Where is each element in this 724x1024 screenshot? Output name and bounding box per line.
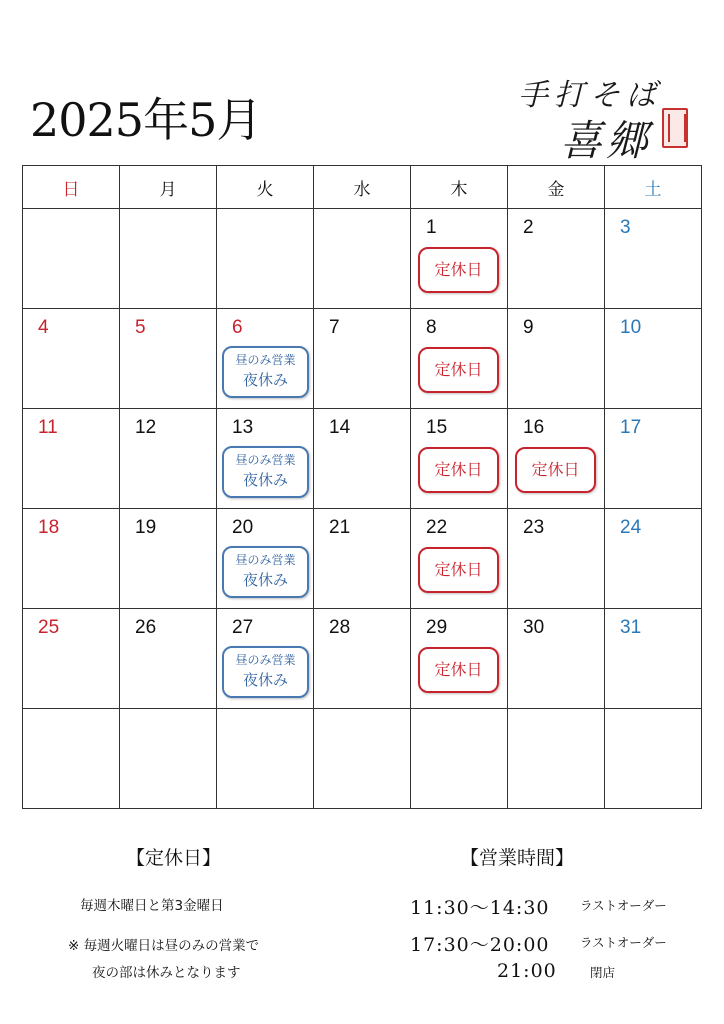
calendar-empty-cell (23, 209, 120, 309)
day-number: 9 (523, 317, 534, 338)
closing-label: 閉店 (590, 965, 616, 980)
calendar-day-cell (508, 509, 605, 609)
calendar-week-row (23, 609, 702, 709)
weekday-sat: 土 (605, 166, 702, 209)
day-number: 7 (329, 317, 340, 338)
calendar-day-cell (605, 309, 702, 409)
calendar-empty-cell (120, 709, 217, 809)
calendar-day-cell (217, 509, 314, 609)
closed-day-badge: 定休日 (515, 447, 596, 493)
night-closed-label: 夜休み (242, 571, 288, 589)
day-number: 1 (426, 217, 437, 238)
calendar-day-cell (605, 409, 702, 509)
day-number: 24 (620, 517, 642, 538)
lunch-only-label: 昼のみ営業 (235, 553, 296, 567)
closed-day-badge: 定休日 (418, 447, 499, 493)
closed-day-badge: 定休日 (418, 347, 499, 393)
calendar-week-row (23, 709, 702, 809)
calendar-day-cell (508, 409, 605, 509)
calendar-grid (22, 165, 702, 809)
tuesday-note-line1: ※ 毎週火曜日は昼のみの営業で (68, 938, 260, 954)
weekday-thu: 木 (411, 166, 508, 209)
calendar-empty-cell (411, 709, 508, 809)
calendar-day-cell (217, 609, 314, 709)
dinner-hours: 17:30〜20:00 (410, 934, 550, 956)
calendar-day-cell (217, 409, 314, 509)
day-number: 19 (135, 517, 157, 538)
calendar-day-cell (411, 209, 508, 309)
calendar-day-cell (23, 509, 120, 609)
calendar-day-cell (23, 609, 120, 709)
calendar-empty-cell (217, 709, 314, 809)
business-hours-heading: 【営業時間】 (460, 847, 575, 869)
calendar-day-cell (605, 609, 702, 709)
day-number: 15 (426, 417, 448, 438)
day-number: 28 (329, 617, 351, 638)
lunch-hours: 11:30〜14:30 (410, 897, 550, 919)
calendar-empty-cell (508, 709, 605, 809)
calendar-week-row (23, 209, 702, 309)
weekday-wed: 水 (314, 166, 411, 209)
day-number: 27 (232, 617, 254, 638)
calendar-day-cell (508, 609, 605, 709)
day-number: 21 (329, 517, 351, 538)
lunch-only-label: 昼のみ営業 (235, 653, 296, 667)
lunch-only-badge (222, 646, 309, 698)
lunch-only-label: 昼のみ営業 (235, 453, 296, 467)
calendar-day-cell (411, 309, 508, 409)
weekday-fri: 金 (508, 166, 605, 209)
day-number: 31 (620, 617, 642, 638)
day-number: 25 (38, 617, 60, 638)
calendar-day-cell (508, 209, 605, 309)
day-number: 8 (426, 317, 437, 338)
calendar-day-cell (217, 309, 314, 409)
day-number: 18 (38, 517, 60, 538)
logo-text-line1: 手打そば (518, 78, 662, 113)
lunch-last-order-label: ラストオーダー (580, 898, 667, 913)
lunch-only-label: 昼のみ営業 (235, 353, 296, 367)
day-number: 5 (135, 317, 146, 338)
calendar-day-cell (605, 509, 702, 609)
calendar-empty-cell (314, 709, 411, 809)
shop-logo (518, 70, 698, 165)
dinner-last-order-label: ラストオーダー (580, 935, 667, 950)
calendar-empty-cell (314, 209, 411, 309)
day-number: 2 (523, 217, 534, 238)
calendar-empty-cell (23, 709, 120, 809)
weekday-sun: 日 (23, 166, 120, 209)
day-number: 20 (232, 517, 254, 538)
weekday-header-row (23, 166, 702, 209)
logo-text-line2: 喜郷 (560, 116, 653, 165)
weekday-mon: 月 (120, 166, 217, 209)
day-number: 6 (232, 317, 243, 338)
closed-day-badge: 定休日 (418, 647, 499, 693)
day-number: 4 (38, 317, 49, 338)
day-number: 23 (523, 517, 545, 538)
calendar-day-cell (23, 309, 120, 409)
seal-stamp-icon (662, 108, 688, 148)
calendar-day-cell (120, 509, 217, 609)
calendar-week-row (23, 309, 702, 409)
day-number: 13 (232, 417, 254, 438)
day-number: 29 (426, 617, 448, 638)
closed-day-badge: 定休日 (418, 247, 499, 293)
closed-day-badge: 定休日 (418, 547, 499, 593)
day-number: 3 (620, 217, 631, 238)
calendar-day-cell (120, 409, 217, 509)
calendar-day-cell (314, 309, 411, 409)
calendar-day-cell (411, 409, 508, 509)
page-title: 2025年5月 (30, 93, 262, 147)
calendar-day-cell (120, 609, 217, 709)
calendar-day-cell (508, 309, 605, 409)
day-number: 17 (620, 417, 642, 438)
weekday-tue: 火 (217, 166, 314, 209)
calendar-day-cell (411, 609, 508, 709)
calendar-week-row (23, 509, 702, 609)
day-number: 26 (135, 617, 157, 638)
night-closed-label: 夜休み (242, 671, 288, 689)
night-closed-label: 夜休み (242, 471, 288, 489)
lunch-only-badge (222, 546, 309, 598)
lunch-only-badge (222, 346, 309, 398)
calendar-day-cell (314, 609, 411, 709)
calendar-empty-cell (217, 209, 314, 309)
lunch-only-badge (222, 446, 309, 498)
day-number: 22 (426, 517, 448, 538)
day-number: 12 (135, 417, 157, 438)
calendar-day-cell (314, 509, 411, 609)
calendar-day-cell (120, 309, 217, 409)
closing-time: 21:00 (497, 960, 557, 982)
tuesday-note-line2: 夜の部は休みとなります (92, 965, 241, 981)
day-number: 14 (329, 417, 351, 438)
calendar-day-cell (605, 209, 702, 309)
calendar-day-cell (23, 409, 120, 509)
day-number: 10 (620, 317, 642, 338)
calendar-empty-cell (605, 709, 702, 809)
day-number: 16 (523, 417, 545, 438)
day-number: 11 (38, 417, 58, 438)
day-number: 30 (523, 617, 545, 638)
calendar-week-row (23, 409, 702, 509)
closed-days-heading: 【定休日】 (126, 847, 222, 869)
closed-days-text: 毎週木曜日と第3金曜日 (80, 898, 224, 914)
calendar-day-cell (314, 409, 411, 509)
night-closed-label: 夜休み (242, 371, 288, 389)
calendar-day-cell (411, 509, 508, 609)
calendar-empty-cell (120, 209, 217, 309)
